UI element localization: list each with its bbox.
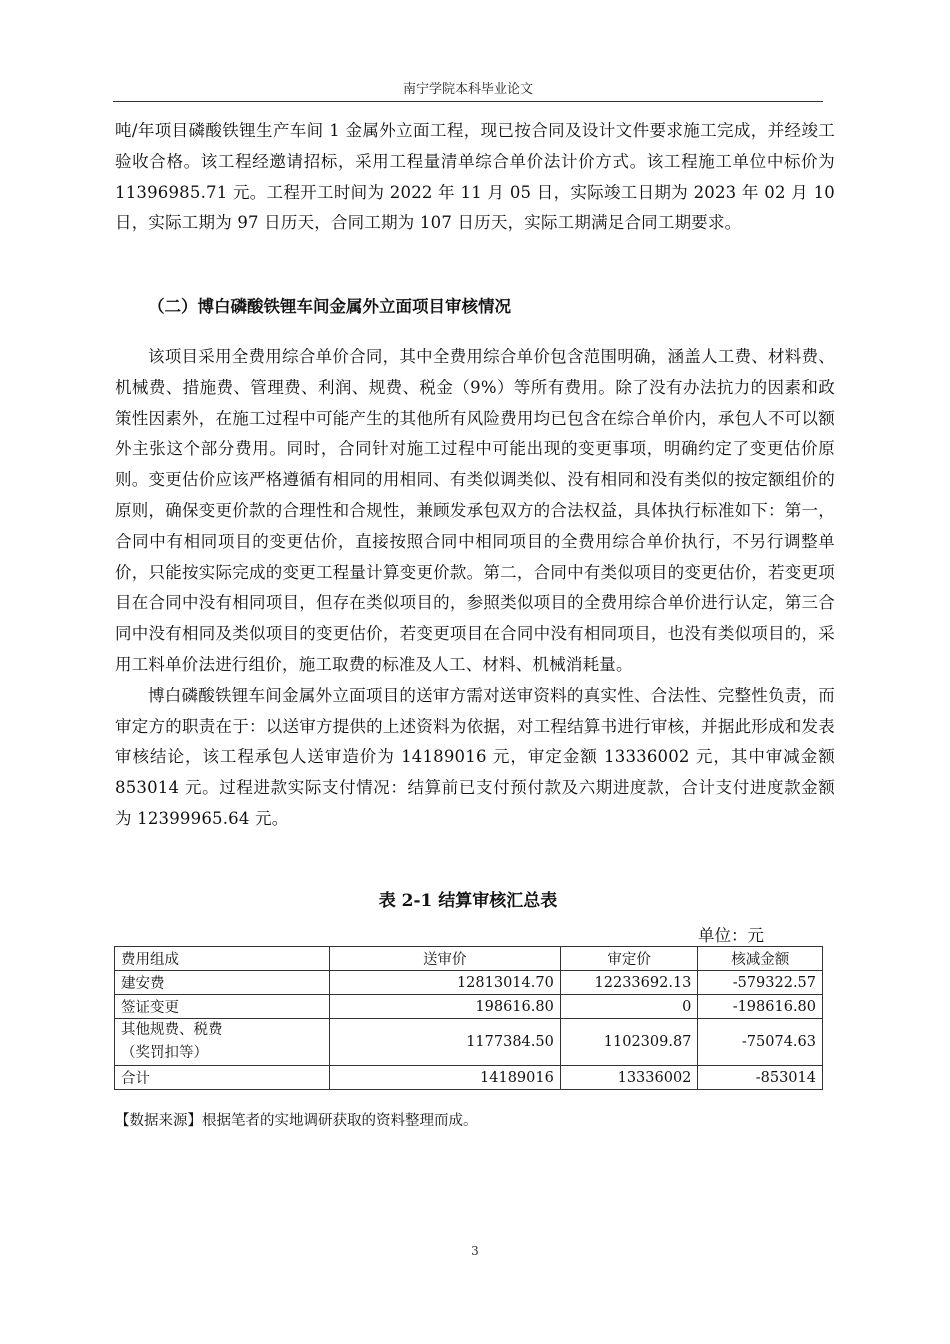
row-label: 签证变更 <box>115 995 330 1019</box>
column-header: 费用组成 <box>115 947 330 971</box>
submitted-value: 1177384.50 <box>329 1019 560 1066</box>
row-label: 合计 <box>115 1066 330 1090</box>
submitted-value: 14189016 <box>329 1066 560 1090</box>
approved-value: 12233692.13 <box>560 971 698 995</box>
paragraph-project-overview <box>115 116 835 239</box>
section-heading: （二）博白磷酸铁锂车间金属外立面项目审核情况 <box>148 297 511 316</box>
table-row <box>115 1066 823 1090</box>
submitted-value: 198616.80 <box>329 995 560 1019</box>
paragraph-text: 博白磷酸铁锂车间金属外立面项目的送审方需对送审资料的真实性、合法性、完整性负责，而审定方的职责在于：以送审方提供的上述资料为依据，对工程结算书进行审核，并据此形成和发表审核结论，该工程承包人送审造价为 14189016 元，审定金额 13336002 元，其中审减金额 853014 元。过程进款实际支付情况：结算前已支付预付款及六期进度款，合计支付进度款金额为 12399965.64 元。 <box>115 685 835 828</box>
row-label-cell <box>115 1019 330 1066</box>
paragraph-text: 该项目采用全费用综合单价合同，其中全费用综合单价包含范围明确，涵盖人工费、材料费、机械费、措施费、管理费、利润、规费、税金（9%）等所有费用。除了没有办法抗力的因素和政策性因素外，在施工过程中可能产生的其他所有风险费用均已包含在综合单价内，承包人不可以额外主张这个部分费用。同时，合同针对施工过程中可能出现的变更事项，明确约定了变更估价原则。变更估价应该严格遵循有相同的用相同、有类似调类似、没有相同和没有类似的按定额组价的原则，确保变更价款的合理性和合规性，兼顾发承包双方的合法权益，具体执行标准如下：第一，合同中有相同项目的变更估价，直接按照合同中相同项目的全费用综合单价执行，不另行调整单价，只能按实际完成的变更工程量计算变更价款。第二，合同中有类似项目的变更估价，若变更项目在合同中没有相同项目，但存在类似项目的，参照类似项目的全费用综合单价进行认定，第三合同中没有相同及类似项目的变更估价，若变更项目在合同中没有相同项目，也没有类似项目的，采用工料单价法进行组价，施工取费的标准及人工、材料、机械消耗量。 <box>115 347 835 674</box>
table-row <box>115 995 823 1019</box>
column-header: 审定价 <box>560 947 698 971</box>
submitted-value: 12813014.70 <box>329 971 560 995</box>
reduction-value: -853014 <box>698 1066 823 1090</box>
reduction-value: -198616.80 <box>698 995 823 1019</box>
approved-value: 13336002 <box>560 1066 698 1090</box>
table-header-row <box>115 947 823 971</box>
running-header: 南宁学院本科毕业论文 <box>402 82 533 97</box>
paragraph-contract-terms <box>115 342 835 835</box>
column-header: 送审价 <box>329 947 560 971</box>
table-title: 表 2-1 结算审核汇总表 <box>378 891 558 911</box>
column-header: 核减金额 <box>698 947 823 971</box>
page-number: 3 <box>471 1244 479 1258</box>
reduction-value: -579322.57 <box>698 971 823 995</box>
header-divider <box>113 101 823 102</box>
paragraph-text: 吨/年项目磷酸铁锂生产车间 1 金属外立面工程，现已按合同及设计文件要求施工完成，并经竣工验收合格。该工程经邀请招标，采用工程量清单综合单价法计价方式。该工程施工单位中标价为 11396985.71 元。工程开工时间为 2022 年 11 月 05 日，实际竣工日期为 2023 年 02 月 10 日，实际工期为 97 日历天，合同工期为 107 日历天，实际工期满足合同工期要求。 <box>115 121 835 233</box>
settlement-summary-table <box>114 946 823 1090</box>
data-source-note: 【数据来源】根据笔者的实地调研获取的资料整理而成。 <box>115 1113 478 1129</box>
approved-value: 0 <box>560 995 698 1019</box>
table-row <box>115 1019 823 1066</box>
reduction-value: -75074.63 <box>698 1019 823 1066</box>
row-label: 建安费 <box>115 971 330 995</box>
approved-value: 1102309.87 <box>560 1019 698 1066</box>
table-unit: 单位：元 <box>698 926 764 945</box>
row-label-note: （奖罚扣等） <box>121 1045 208 1061</box>
row-label: 其他规费、税费 <box>121 1022 223 1038</box>
table-row <box>115 971 823 995</box>
